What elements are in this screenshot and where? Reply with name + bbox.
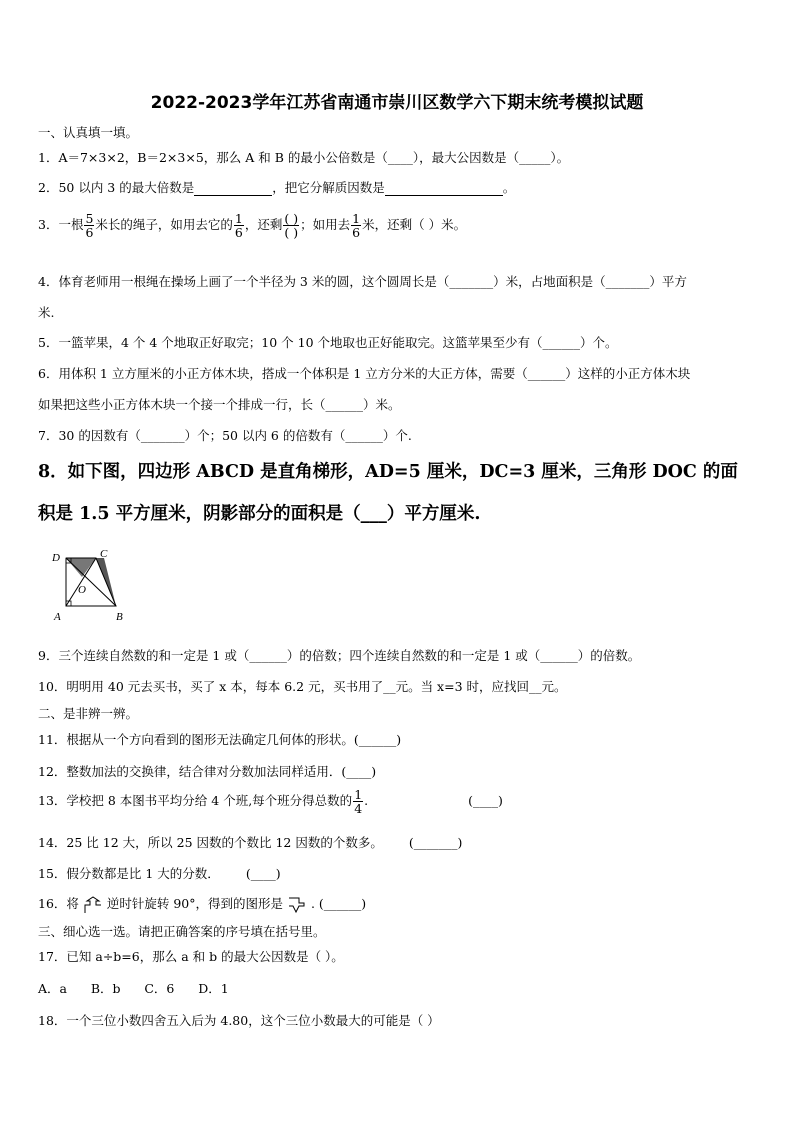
q13-answer: (____) [468, 793, 503, 809]
question-17-options: A．a B．b C．6 D．1 [38, 981, 229, 996]
q3-f2-num: 1 [234, 211, 243, 226]
q3-text-a: 3．一根 [38, 217, 84, 233]
q13-text-a: 13．学校把 8 本图书平均分给 4 个班,每个班分得总数的 [38, 793, 353, 809]
question-9: 9．三个连续自然数的和一定是 1 或（______）的倍数；四个连续自然数的和一定是 1 或（______）的倍数。 [38, 648, 641, 663]
q2-blank-1 [194, 195, 272, 196]
question-2 [38, 178, 515, 196]
q3-fraction-3 [283, 212, 299, 239]
trapezoid-figure [44, 544, 134, 626]
arrow-shape-original-icon [83, 896, 103, 914]
question-17: 17．已知 a÷b=6，那么 a 和 b 的最大公因数是（ ）。 [38, 949, 344, 964]
question-4-line-2: 米. [38, 305, 55, 320]
question-6-line-1: 6．用体积 1 立方厘米的小正方体木块，搭成一个体积是 1 立方分米的大正方体，需要（______）这样的小正方体木块 [38, 366, 691, 381]
q14-answer: (_______) [408, 835, 463, 850]
q3-text-b: 米长的绳子，如用去它的 [95, 217, 233, 233]
q3-fraction-1 [84, 212, 94, 239]
q3-f3-den: ( ) [284, 225, 299, 241]
q2-blank-2 [385, 195, 503, 196]
q13-num: 1 [354, 787, 363, 802]
q14-text: 14．25 比 12 大，所以 25 因数的个数比 12 因数的个数多。 [38, 835, 383, 850]
question-6-line-2: 如果把这些小正方体木块一个接一个排成一行，长（______）米。 [38, 397, 401, 412]
q15-text: 15．假分数都是比 1 大的分数． [38, 866, 220, 881]
section-1-heading: 一、认真填一填。 [38, 125, 139, 140]
label-c: C [100, 548, 108, 560]
question-8-line-1: 8．如下图，四边形 ABCD 是直角梯形，AD=5 厘米，DC=3 厘米，三角形 DOC 的面 [38, 462, 738, 482]
q3-fraction-2 [234, 212, 244, 239]
q3-f3-num: ( ) [284, 211, 299, 226]
page-title: 2022-2023学年江苏省南通市崇川区数学六下期末统考模拟试题 [150, 93, 644, 113]
q3-f4-num: 1 [352, 211, 361, 226]
question-8-line-2: 积是 1.5 平方厘米，阴影部分的面积是（___）平方厘米. [38, 504, 481, 524]
q3-f1-num: 5 [85, 211, 94, 226]
question-3 [38, 212, 466, 239]
arrow-shape-rotated-icon [287, 896, 307, 914]
question-18: 18．一个三位小数四舍五入后为 4.80，这个三位小数最大的可能是（ ） [38, 1013, 440, 1028]
question-15 [38, 864, 281, 882]
question-5: 5．一篮苹果，4 个 4 个地取正好取完；10 个 10 个地取也正好能取完。这篮苹果至少有（______）个。 [38, 335, 618, 350]
label-a: A [54, 611, 61, 623]
q13-fraction [353, 788, 363, 815]
label-o: O [78, 584, 86, 596]
q3-text-e: 米，还剩（ ）米。 [362, 217, 467, 233]
question-16 [38, 894, 366, 914]
shaded-triangle-upper [66, 558, 96, 577]
q2-text-a: 2．50 以内 3 的最大倍数是 [38, 180, 195, 195]
q3-f1-den: 6 [85, 225, 94, 241]
question-4-line-1: 4．体育老师用一根绳在操场上画了一个半径为 3 米的圆，这个圆周长是（_______）米，占地面积是（_______）平方 [38, 274, 687, 289]
question-10: 10．明明用 40 元去买书，买了 x 本，每本 6.2 元，买书用了__元。当 x=3 时，应找回__元。 [38, 679, 567, 694]
q13-den: 4 [354, 801, 363, 817]
label-d: D [52, 552, 60, 564]
question-13 [38, 788, 503, 815]
q3-text-c: ，还剩 [244, 217, 283, 233]
section-3-heading: 三、细心选一选。请把正确答案的序号填在括号里。 [38, 924, 326, 939]
q2-text-b: ，把它分解质因数是 [272, 180, 385, 195]
q3-f2-den: 6 [234, 225, 243, 241]
q16-text-b: 逆时针旋转 90°，得到的图形是 [106, 896, 284, 911]
question-7: 7．30 的因数有（_______）个；50 以内 6 的倍数有（______）个. [38, 428, 412, 443]
q15-answer: (____) [245, 866, 281, 881]
q16-text-a: 16．将 [38, 896, 79, 911]
section-2-heading: 二、是非辨一辨。 [38, 706, 139, 721]
q16-text-c: . (______) [310, 896, 367, 911]
question-14 [38, 833, 462, 851]
q2-text-c: 。 [502, 180, 516, 195]
question-11: 11．根据从一个方向看到的图形无法确定几何体的形状。(______) [38, 732, 402, 747]
question-1: 1．A＝7×3×2，B＝2×3×5，那么 A 和 B 的最小公倍数是（____），最大公因数是（_____）。 [38, 150, 570, 165]
q3-f4-den: 6 [352, 225, 361, 241]
question-12: 12．整数加法的交换律，结合律对分数加法同样适用．(____) [38, 764, 377, 779]
q3-fraction-4 [351, 212, 361, 239]
q13-text-b: . [364, 793, 369, 809]
q3-text-d: ；如用去 [300, 217, 351, 233]
label-b: B [116, 611, 123, 623]
